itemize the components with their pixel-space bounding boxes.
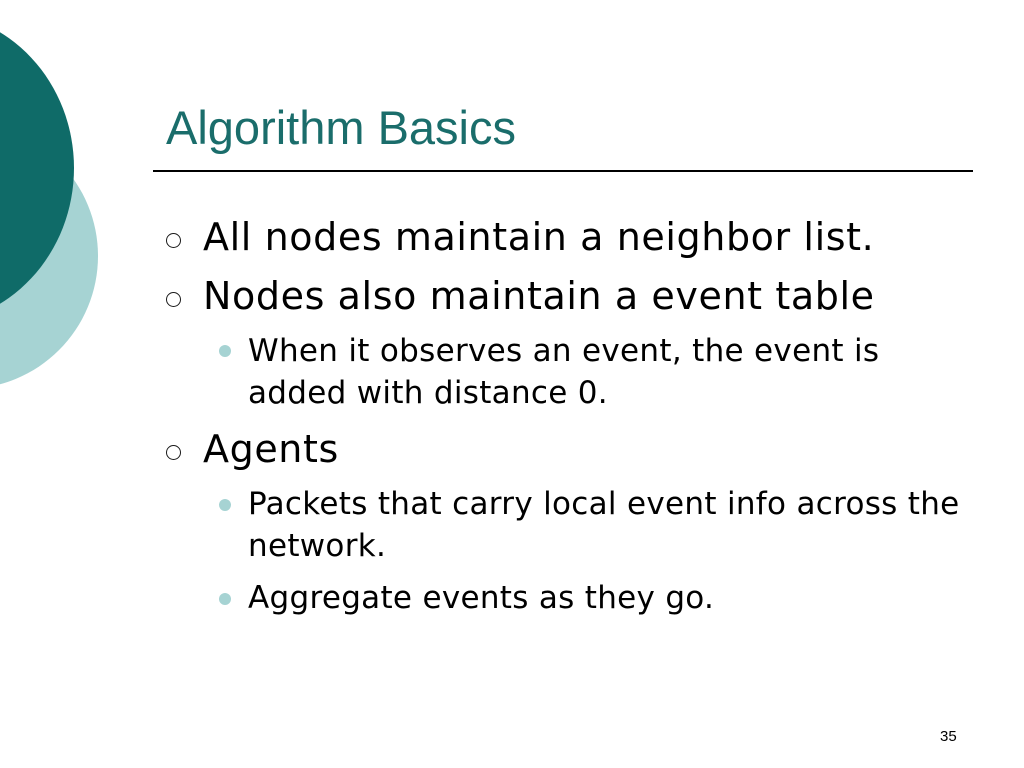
sub-bullet-item: Aggregate events as they go. xyxy=(248,580,715,616)
filled-dot-bullet-icon xyxy=(219,593,231,605)
hollow-circle-bullet-icon xyxy=(166,292,181,307)
sub-bullet-item: Packets that carry local event info across the network. xyxy=(248,486,960,564)
title-divider xyxy=(153,170,973,172)
hollow-circle-bullet-icon xyxy=(166,445,181,460)
bullet-item: Nodes also maintain a event table xyxy=(203,274,875,318)
page-number: 35 xyxy=(940,728,957,745)
sub-bullet-item: When it observes an event, the event is added with distance 0. xyxy=(248,333,880,411)
hollow-circle-bullet-icon xyxy=(166,233,181,248)
filled-dot-bullet-icon xyxy=(219,345,231,357)
slide-title: Algorithm Basics xyxy=(166,101,516,154)
filled-dot-bullet-icon xyxy=(219,499,231,511)
bullet-item: All nodes maintain a neighbor list. xyxy=(203,215,875,259)
bullet-item: Agents xyxy=(203,427,339,471)
